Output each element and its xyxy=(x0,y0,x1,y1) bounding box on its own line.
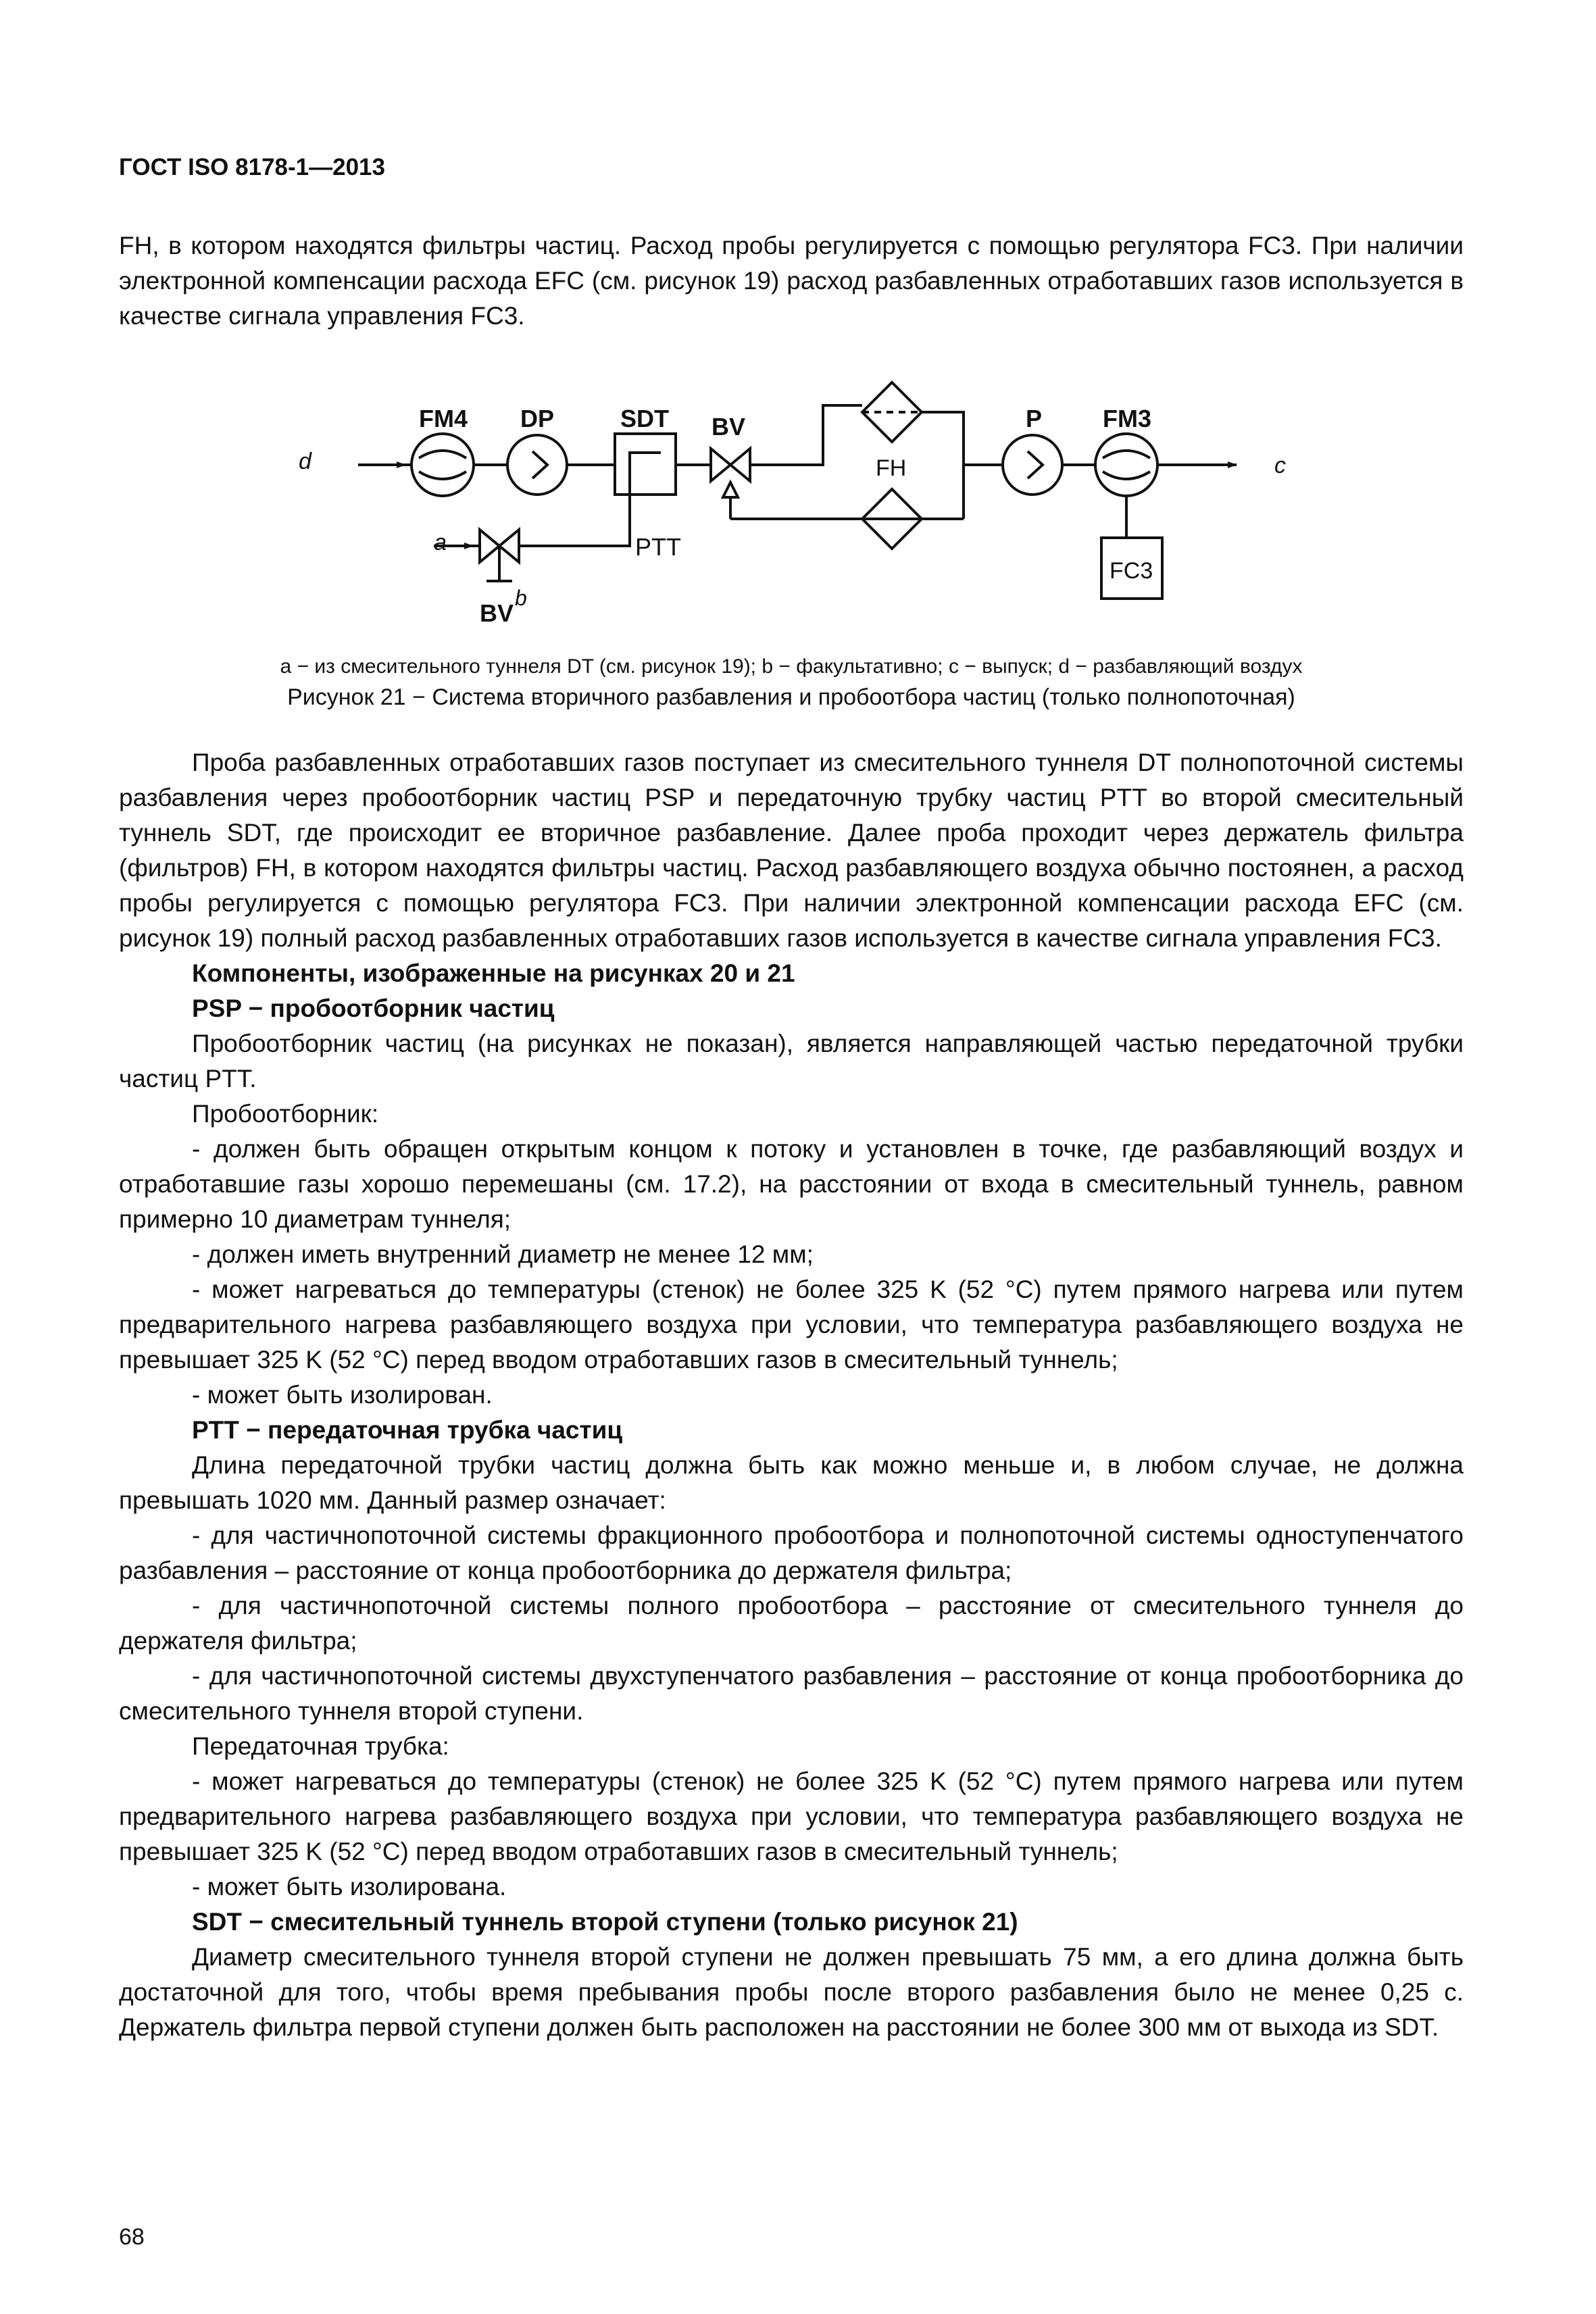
label-fm3: FM3 xyxy=(1103,405,1151,432)
intro-block xyxy=(119,228,1464,334)
section-heading: PSP − пробоотборник частиц xyxy=(192,995,555,1022)
paragraph: Пробоотборник: xyxy=(192,1100,379,1128)
main-text xyxy=(119,745,1464,2045)
section-heading: PTT − передаточная трубка частиц xyxy=(192,1416,623,1444)
paragraph: Передаточная трубка: xyxy=(192,1732,449,1760)
label-inlet-a: a xyxy=(434,530,447,555)
paragraph: Длина передаточной трубки частиц должна быть как можно меньше и, в любом случае, не должна превышать 1020 мм. Данный размер означает: xyxy=(119,1451,1464,1514)
list-item: - для частичнопоточной системы двухступенчатого разбавления – расстояние от конца пробоотборника до смесительного туннеля второй ступени. xyxy=(119,1662,1464,1725)
paragraph: Диаметр смесительного туннеля второй ступени не должен превышать 75 мм, а его длина должна быть достаточной для того, чтобы время пребывания пробы после второго разбавления было не менее 0,25 с. Держатель фильтра первой ступени должен быть расположен на расстоянии не более 300 мм от выхода из SDT. xyxy=(119,1943,1464,2041)
fm4-flowmeter-icon xyxy=(412,434,474,496)
paragraph: Проба разбавленных отработавших газов поступает из смесительного туннеля DT полнопоточной системы разбавления через пробоотборник частиц PSP и передаточную трубку частиц PTT во второй смесительный туннель SDT, где происходит ее вторичное разбавление. Далее проба проходит через держатель фильтра (фильтров) FH, в котором находятся фильтры частиц. Расход разбавляющего воздуха обычно постоянен, а расход пробы регулируется с помощью регулятора FC3. При наличии электронной компенсации расхода EFC (см. рисунок 19) полный расход разбавленных отработавших газов используется в качестве сигнала управления FC3. xyxy=(119,749,1464,952)
label-p: P xyxy=(1026,405,1043,432)
figure-legend: a − из смесительного туннеля DT (см. рисунок 19); b − факультативно; c − выпуск; d − разбавляющий воздух xyxy=(280,655,1303,678)
label-bv-optional: BV xyxy=(480,599,514,627)
label-dp: DP xyxy=(520,405,555,432)
list-item: - для частичнопоточной системы полного пробоотбора – расстояние от смесительного туннеля до держателя фильтра; xyxy=(119,1592,1464,1655)
list-item: - может нагреваться до температуры (стенок) не более 325 K (52 °C) путем прямого нагрева или путем предварительного нагрева разбавляющего воздуха при условии, что температура разбавляющего воздуха не превышает 325 K (52 °C) перед вводом отработавших газов в смесительный туннель; xyxy=(119,1276,1464,1374)
sdt-tunnel-icon xyxy=(615,434,676,495)
list-item: - может нагреваться до температуры (стенок) не более 325 K (52 °C) путем прямого нагрева или путем предварительного нагрева разбавляющего воздуха при условии, что температура разбавляющего воздуха не превышает 325 K (52 °C) перед вводом отработавших газов в смесительный туннель; xyxy=(119,1767,1464,1865)
intro-paragraph: FH, в котором находятся фильтры частиц. Расход пробы регулируется с помощью регулятора FC3. При наличии электронной компенсации расхода EFC (см. рисунок 19) расход разбавленных отработавших газов используется в качестве сигнала управления FC3. xyxy=(119,232,1464,330)
bv-valve-icon xyxy=(711,449,964,519)
list-item: - для частичнопоточной системы фракционного пробоотбора и полнопоточной системы одноступенчатого разбавления – расстояние от конца пробоотборника до держателя фильтра; xyxy=(119,1521,1464,1584)
label-sdt: SDT xyxy=(620,405,669,432)
dp-pump-icon xyxy=(507,435,567,495)
label-inlet-d: d xyxy=(299,449,311,474)
bv-optional-valve-icon xyxy=(480,530,519,581)
list-item: - должен быть обращен открытым концом к потоку и установлен в точке, где разбавляющий воздух и отработавшие газы хорошо перемешаны (см. 17.2), на расстоянии от входа в смесительный туннель, равном примерно 10 диаметрам туннеля; xyxy=(119,1135,1464,1233)
p-pump-icon xyxy=(1003,435,1062,495)
paragraph: Пробоотборник частиц (на рисунках не показан), является направляющей частью передаточной трубки частиц PTT. xyxy=(119,1030,1464,1092)
fm3-flowmeter-icon xyxy=(1095,434,1157,496)
figure-caption: Рисунок 21 − Система вторичного разбавления и пробоотбора частиц (только полнопоточная) xyxy=(287,684,1295,710)
section-heading: Компоненты, изображенные на рисунках 20 и 21 xyxy=(192,959,795,987)
section-heading: SDT − смесительный туннель второй ступени (только рисунок 21) xyxy=(192,1908,1018,1936)
label-ptt: PTT xyxy=(635,533,681,561)
label-fh: FH xyxy=(876,455,907,481)
label-bv: BV xyxy=(712,413,746,441)
figure-21-diagram xyxy=(277,378,1318,649)
list-item: - может быть изолирована. xyxy=(192,1873,507,1901)
label-sup-b: b xyxy=(515,586,527,610)
list-item: - может быть изолирован. xyxy=(192,1381,493,1409)
label-fc3: FC3 xyxy=(1109,558,1153,584)
page-number: 68 xyxy=(119,2224,145,2250)
label-fm4: FM4 xyxy=(419,405,468,432)
document-header: ГОСТ ISO 8178-1—2013 xyxy=(119,154,385,180)
list-item: - должен иметь внутренний диаметр не менее 12 мм; xyxy=(192,1240,814,1268)
label-outlet-c: c xyxy=(1274,453,1286,478)
